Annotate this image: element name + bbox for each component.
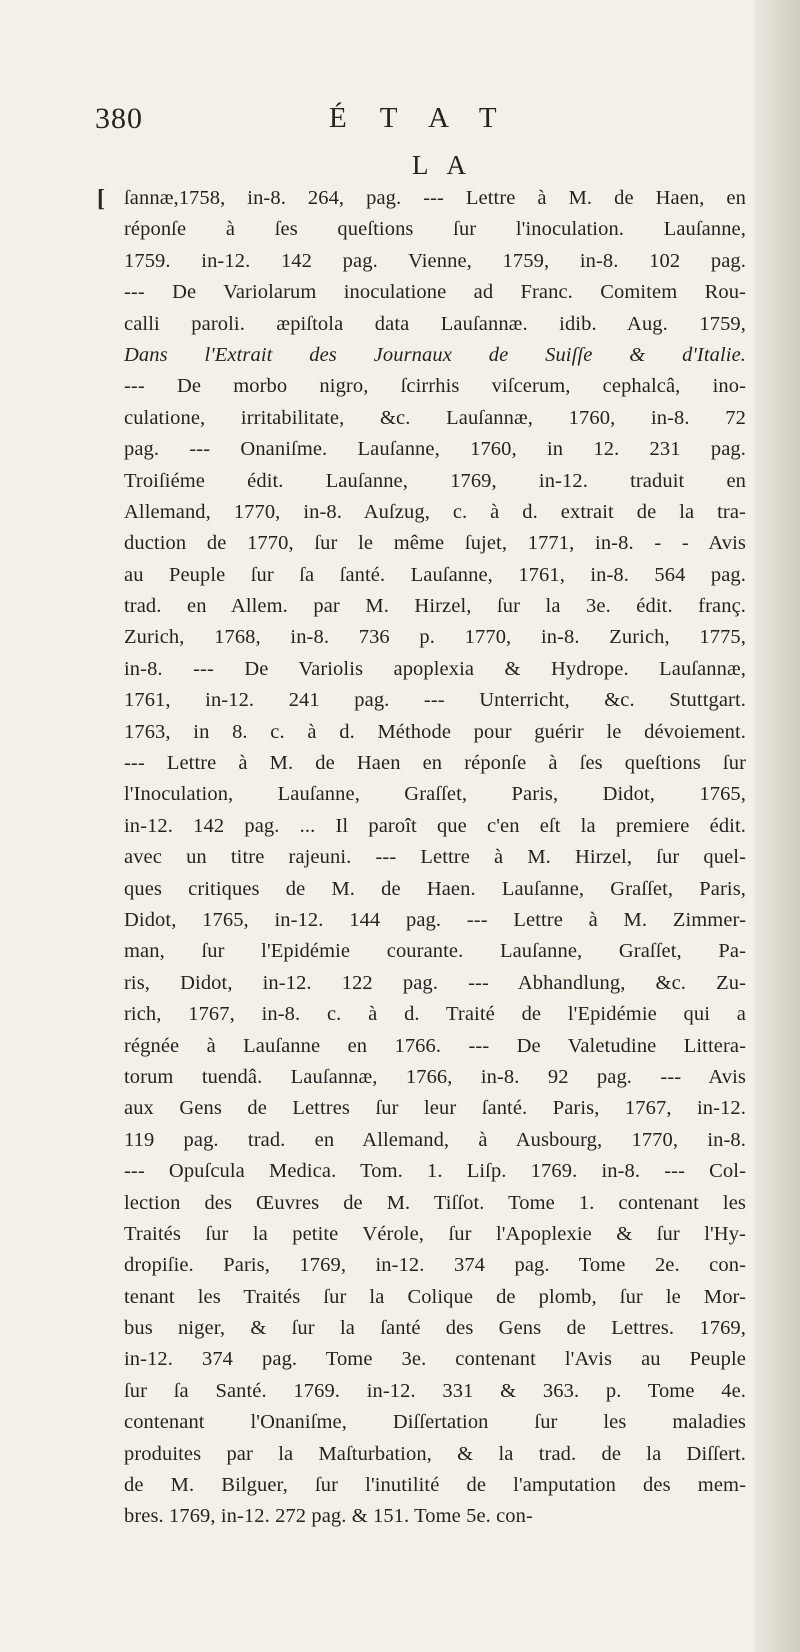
text-line: avec un titre rajeuni. --- Lettre à M. Hirzel, ſur quel- xyxy=(124,846,746,869)
text-line: --- De Variolarum inoculatione ad Franc. Comitem Rou- xyxy=(124,281,746,304)
text-line: ques critiques de M. de Haen. Lauſanne, Graſſet, Paris, xyxy=(124,877,746,900)
section-subheading: LA xyxy=(412,150,484,180)
text-line: calli paroli. æpiſtola data Lauſannæ. idib. Aug. 1759, xyxy=(124,312,746,335)
text-line: Didot, 1765, in-12. 144 pag. --- Lettre à M. Zimmer- xyxy=(124,908,746,931)
text-line: 1763, in 8. c. à d. Méthode pour guérir le dévoiement. xyxy=(124,720,746,743)
text-line: 119 pag. trad. en Allemand, à Ausbourg, 1770, in-8. xyxy=(124,1128,746,1151)
text-line: in-8. --- De Variolis apoplexia & Hydrope. Lauſannæ, xyxy=(124,657,746,680)
text-line: trad. en Allem. par M. Hirzel, ſur la 3e. édit. franç. xyxy=(124,595,746,618)
text-line: dropiſie. Paris, 1769, in-12. 374 pag. Tome 2e. con- xyxy=(124,1254,746,1277)
text-line: Troiſiéme édit. Lauſanne, 1769, in-12. traduit en xyxy=(124,469,746,492)
text-line: 1759. in-12. 142 pag. Vienne, 1759, in-8. 102 pag. xyxy=(124,249,746,272)
page-number: 380 xyxy=(95,102,143,135)
text-line: --- Opuſcula Medica. Tom. 1. Liſp. 1769. in-8. --- Col- xyxy=(124,1160,746,1183)
text-line: duction de 1770, ſur le même ſujet, 1771, in-8. - - Avis xyxy=(124,532,746,555)
text-line: Zurich, 1768, in-8. 736 p. 1770, in-8. Zurich, 1775, xyxy=(124,626,746,649)
text-line: bus niger, & ſur la ſanté des Gens de Lettres. 1769, xyxy=(124,1317,746,1340)
text-line: tenant les Traités ſur la Colique de plomb, ſur le Mor- xyxy=(124,1285,746,1308)
text-line: contenant l'Onaniſme, Diſſertation ſur les maladies xyxy=(124,1411,746,1434)
text-line: ſur ſa Santé. 1769. in-12. 331 & 363. p. Tome 4e. xyxy=(124,1379,746,1402)
text-line: l'Inoculation, Lauſanne, Graſſet, Paris, Didot, 1765, xyxy=(124,783,746,806)
text-line: man, ſur l'Epidémie courante. Lauſanne, Graſſet, Pa- xyxy=(124,940,746,963)
text-line: au Peuple ſur ſa ſanté. Lauſanne, 1761, in-8. 564 pag. xyxy=(124,563,746,586)
text-line: réponſe à ſes queſtions ſur l'inoculation. Lauſanne, xyxy=(124,218,746,241)
margin-bracket: [ xyxy=(97,186,105,212)
text-line: produites par la Maſturbation, & la trad. de la Diſſert. xyxy=(124,1442,746,1465)
text-line: ſannæ,1758, in-8. 264, pag. --- Lettre à M. de Haen, en xyxy=(124,187,746,209)
text-line: culatione, irritabilitate, &c. Lauſannæ, 1760, in-8. 72 xyxy=(124,406,746,429)
text-line: de M. Bilguer, ſur l'inutilité de l'amputation des mem- xyxy=(124,1474,746,1497)
text-line: lection des Œuvres de M. Tiſſot. Tome 1. contenant les xyxy=(124,1191,746,1214)
text-line: in-12. 374 pag. Tome 3e. contenant l'Avis au Peuple xyxy=(124,1348,746,1371)
page-header xyxy=(95,100,655,140)
page-edge-shadow xyxy=(755,0,800,1652)
text-line: 1761, in-12. 241 pag. --- Unterricht, &c. Stuttgart. xyxy=(124,689,746,712)
text-line: régnée à Lauſanne en 1766. --- De Valetudine Littera- xyxy=(124,1034,746,1057)
text-line: bres. 1769, in-12. 272 pag. & 151. Tome 5e. con- xyxy=(124,1505,533,1528)
text-line: --- De morbo nigro, ſcirrhis viſcerum, cephalcâ, ino- xyxy=(124,375,746,398)
text-line-italic: Dans l'Extrait des Journaux de Suiſſe & d'Italie. xyxy=(124,343,746,366)
text-line: --- Lettre à M. de Haen en réponſe à ſes queſtions ſur xyxy=(124,752,746,775)
text-line: Allemand, 1770, in-8. Auſzug, c. à d. extrait de la tra- xyxy=(124,500,746,523)
text-line: aux Gens de Lettres ſur leur ſanté. Paris, 1767, in-12. xyxy=(124,1097,746,1120)
text-line: torum tuendâ. Lauſannæ, 1766, in-8. 92 pag. --- Avis xyxy=(124,1065,746,1088)
body-text xyxy=(124,183,746,1533)
text-line: in-12. 142 pag. ... Il paroît que c'en eſt la premiere édit. xyxy=(124,814,746,837)
text-line: Traités ſur la petite Vérole, ſur l'Apoplexie & ſur l'Hy- xyxy=(124,1222,746,1245)
text-line: pag. --- Onaniſme. Lauſanne, 1760, in 12. 231 pag. xyxy=(124,438,746,461)
text-line: ris, Didot, in-12. 122 pag. --- Abhandlung, &c. Zu- xyxy=(124,971,746,994)
text-line: rich, 1767, in-8. c. à d. Traité de l'Epidémie qui a xyxy=(124,1003,746,1026)
running-title: ÉTAT xyxy=(329,102,530,134)
